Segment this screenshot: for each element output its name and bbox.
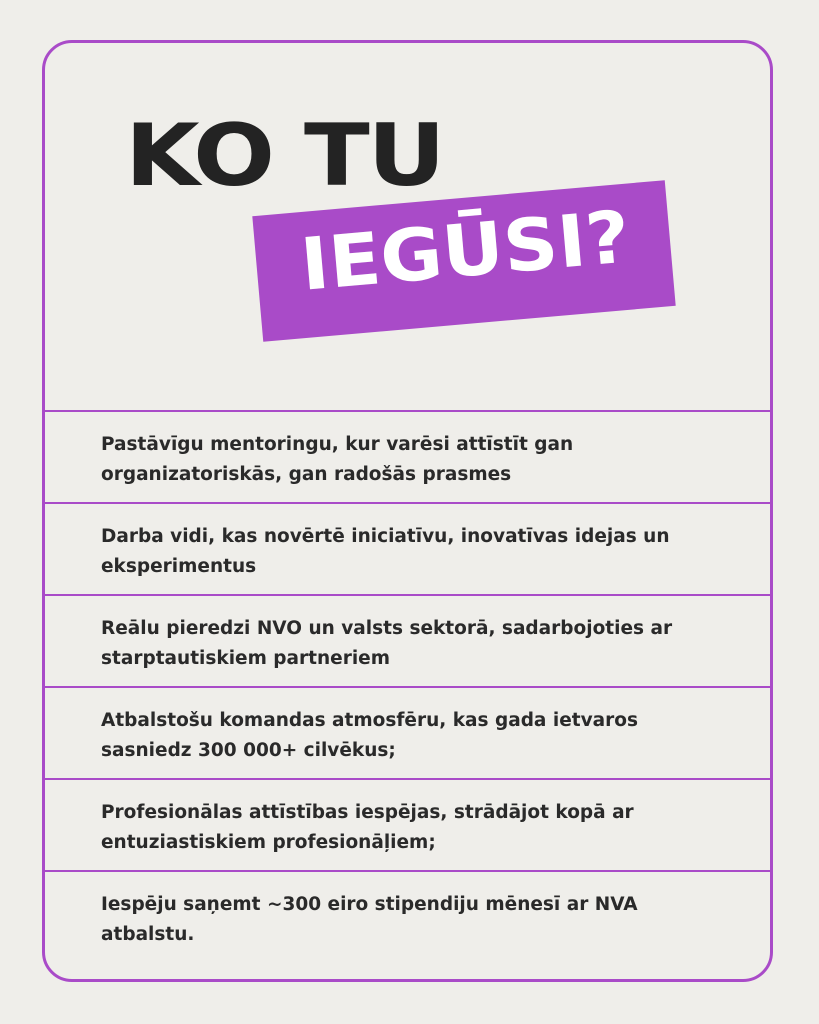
- benefit-item: Iespēju saņemt ~300 eiro stipendiju mēnesī ar NVA atbalstu.: [45, 870, 770, 962]
- benefit-item: Atbalstošu komandas atmosfēru, kas gada ietvaros sasniedz 300 000+ cilvēkus;: [45, 686, 770, 778]
- benefit-item: Profesionālas attīstības iespējas, strādājot kopā ar entuziastiskiem profesionāļiem;: [45, 778, 770, 870]
- heading-line-1: KO TU: [125, 106, 444, 206]
- heading-line-2: IEGŪSI?: [297, 194, 634, 307]
- benefit-item: Pastāvīgu mentoringu, kur varēsi attīstīt gan organizatoriskās, gan radošās prasmes: [45, 410, 770, 502]
- benefits-list: [45, 410, 770, 962]
- benefit-item: Darba vidi, kas novērtē iniciatīvu, inovatīvas idejas un eksperimentus: [45, 502, 770, 594]
- benefits-card: [42, 40, 773, 982]
- benefit-item: Reālu pieredzi NVO un valsts sektorā, sadarbojoties ar starptautiskiem partneriem: [45, 594, 770, 686]
